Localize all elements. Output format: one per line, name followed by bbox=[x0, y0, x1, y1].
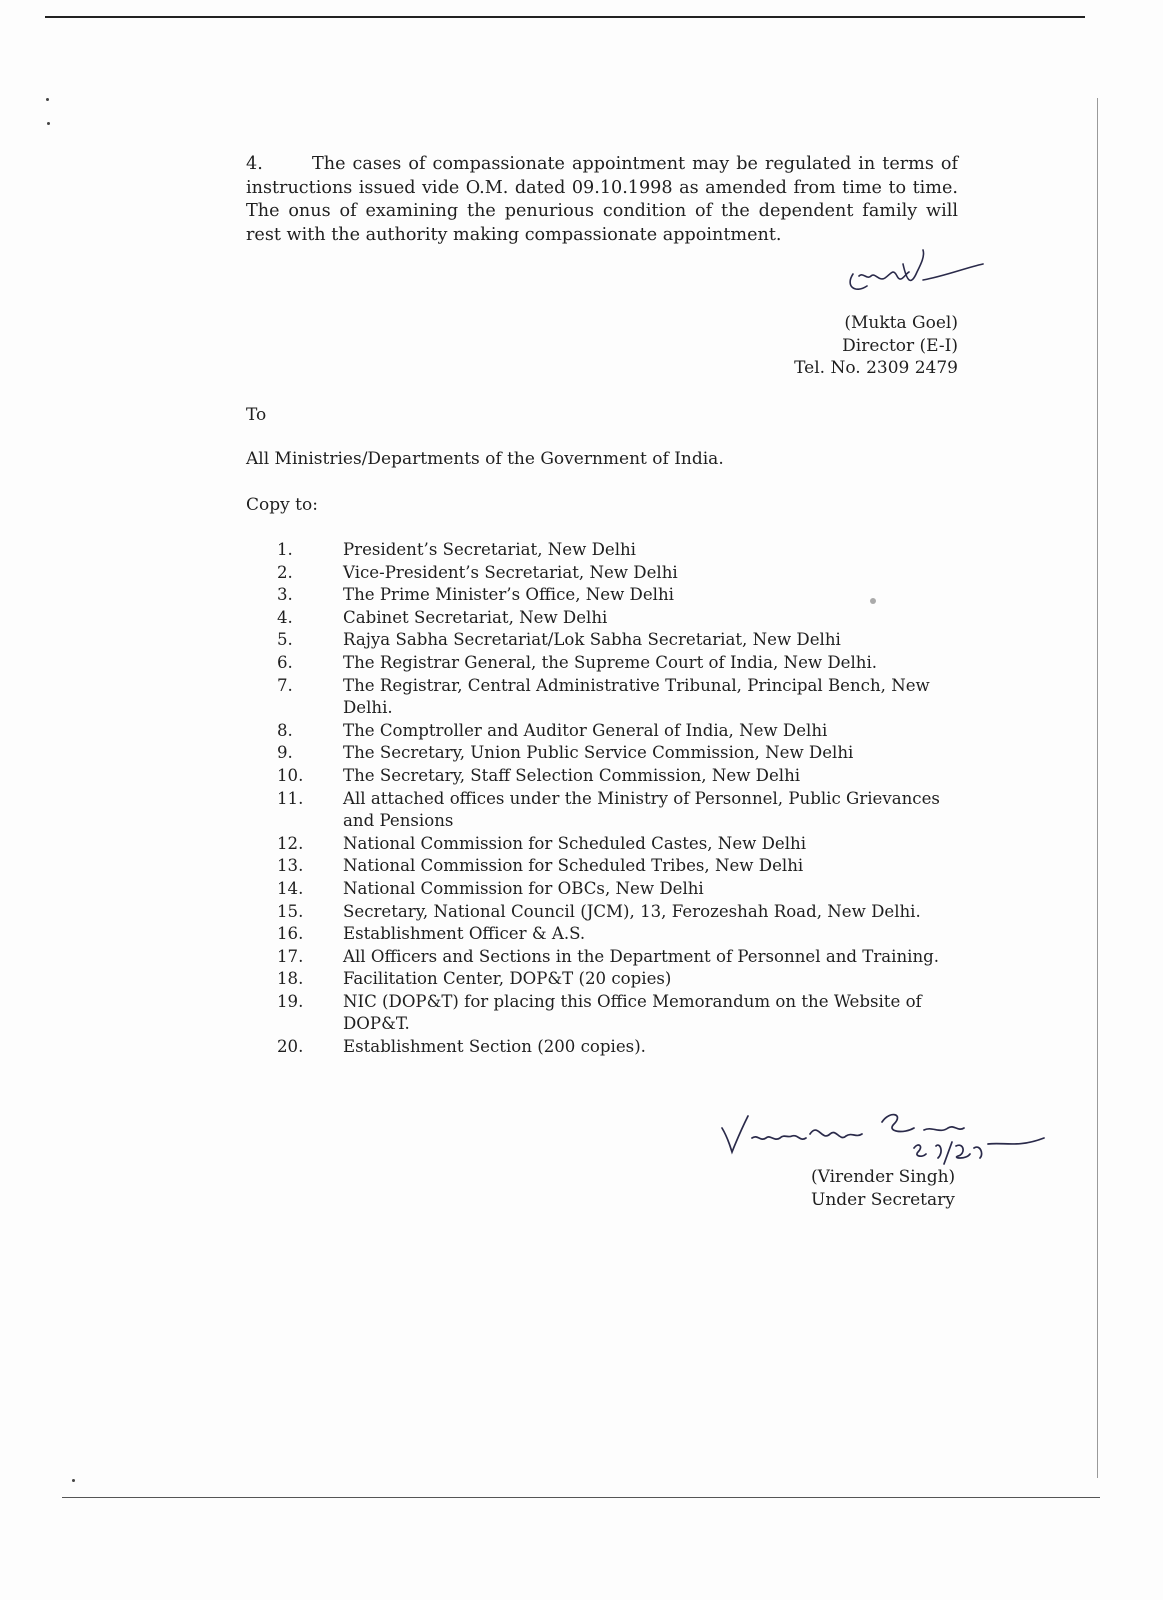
addressee: All Ministries/Departments of the Government of India. bbox=[246, 449, 724, 469]
signature-block-director bbox=[794, 312, 958, 380]
copy-to-list bbox=[277, 539, 957, 1059]
mukta-goel-signature bbox=[845, 246, 985, 306]
list-item: 14. National Commission for OBCs, New Delhi bbox=[277, 878, 704, 898]
to-label: To bbox=[246, 405, 267, 425]
list-item: 7. The Registrar, Central Administrative Tribunal, Principal Bench, New Delhi. bbox=[277, 675, 930, 718]
bottom-rule bbox=[62, 1497, 1100, 1498]
list-item: 16. Establishment Officer & A.S. bbox=[277, 924, 586, 944]
list-item: 11. All attached offices under the Ministry of Personnel, Public Grievances and Pensions bbox=[277, 788, 940, 831]
list-item: 4. Cabinet Secretariat, New Delhi bbox=[277, 607, 608, 627]
top-rule bbox=[45, 16, 1085, 18]
list-item: 17. All Officers and Sections in the Department of Personnel and Training. bbox=[277, 946, 940, 966]
scan-speck bbox=[46, 98, 49, 101]
list-item: 1. President’s Secretariat, New Delhi bbox=[277, 540, 636, 559]
signature-block-under-secretary bbox=[811, 1166, 955, 1211]
signatory-name: (Virender Singh) bbox=[811, 1167, 956, 1187]
page-edge-line bbox=[1097, 98, 1098, 1478]
list-item: 15. Secretary, National Council (JCM), 13, Ferozeshah Road, New Delhi. bbox=[277, 901, 921, 921]
list-item: 5. Rajya Sabha Secretariat/Lok Sabha Secretariat, New Delhi bbox=[277, 630, 841, 650]
list-item: 6. The Registrar General, the Supreme Court of India, New Delhi. bbox=[277, 652, 878, 672]
list-item: 19. NIC (DOP&T) for placing this Office Memorandum on the Website of DOP&T. bbox=[277, 991, 922, 1034]
list-item: 13. National Commission for Scheduled Tribes, New Delhi bbox=[277, 856, 804, 876]
copy-to-label: Copy to: bbox=[246, 495, 318, 515]
list-item: 9. The Secretary, Union Public Service Commission, New Delhi bbox=[277, 743, 854, 763]
paragraph-4 bbox=[246, 153, 958, 247]
list-item: 20. Establishment Section (200 copies). bbox=[277, 1037, 646, 1057]
list-item: 10. The Secretary, Staff Selection Commission, New Delhi bbox=[277, 765, 801, 785]
paragraph-text: The cases of compassionate appointment may be regulated in terms of instructions issued vide O.M. dated 09.10.1998 as amended from time to time. The onus of examining the penurious condition of the dependent family will rest with the authority making compassionate appointment. bbox=[246, 154, 958, 245]
scan-speck bbox=[72, 1479, 75, 1482]
signatory-designation: Director (E-I) bbox=[842, 335, 958, 356]
signatory-designation: Under Secretary bbox=[811, 1189, 955, 1210]
list-item: 18. Facilitation Center, DOP&T (20 copies) bbox=[277, 969, 672, 989]
signatory-phone: Tel. No. 2309 2479 bbox=[794, 358, 958, 378]
list-item: 3. The Prime Minister’s Office, New Delhi bbox=[277, 585, 674, 605]
scan-speck bbox=[47, 122, 50, 125]
list-item: 12. National Commission for Scheduled Castes, New Delhi bbox=[277, 833, 807, 853]
list-item: 8. The Comptroller and Auditor General of India, New Delhi bbox=[277, 720, 828, 740]
signatory-name: (Mukta Goel) bbox=[844, 313, 958, 333]
paragraph-number: 4. bbox=[246, 154, 263, 174]
list-item: 2. Vice-President’s Secretariat, New Delhi bbox=[277, 562, 678, 582]
